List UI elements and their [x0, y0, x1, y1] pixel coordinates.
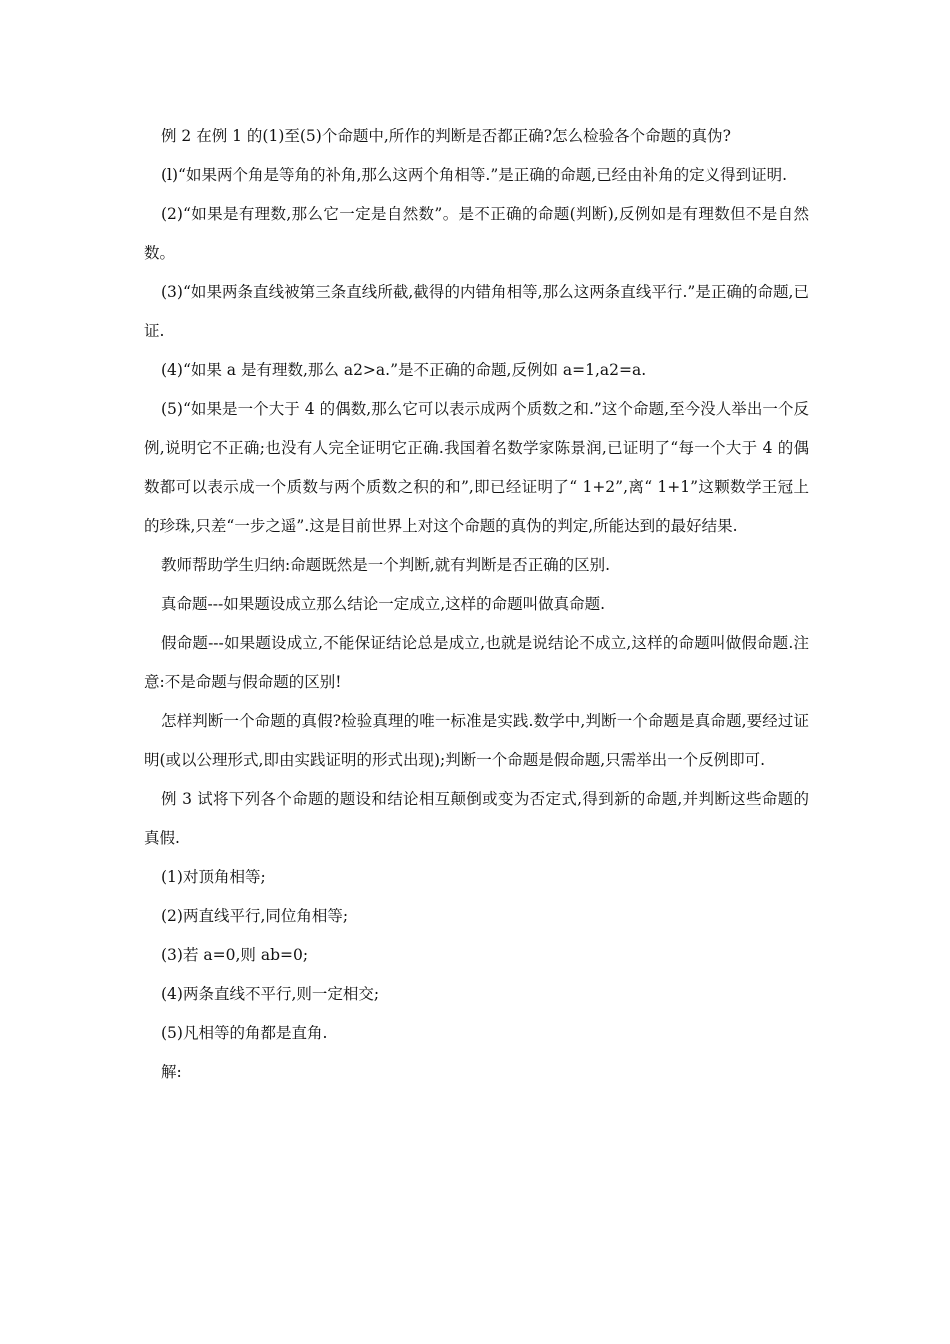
paragraph-example-2: 例 2 在例 1 的(1)至(5)个命题中,所作的判断是否都正确?怎么检验各个命题的真伪?: [161, 127, 731, 145]
paragraph-ex3-item-5: (5)凡相等的角都是直角.: [161, 1024, 328, 1042]
paragraph-false-proposition: 假命题---如果题设成立,不能保证结论总是成立,也就是说结论不成立,这样的命题叫做假命题.注意:不是命题与假命题的区别!: [144, 634, 809, 691]
paragraph-item-3: (3)“如果两条直线被第三条直线所截,截得的内错角相等,那么这两条直线平行.”是正确的命题,已证.: [144, 283, 809, 340]
paragraph-solution: 解:: [161, 1063, 182, 1081]
paragraph-item-1: (l)“如果两个角是等角的补角,那么这两个角相等.”是正确的命题,已经由补角的定义得到证明.: [161, 166, 788, 184]
paragraph-item-4: (4)“如果 a 是有理数,那么 a2>a.”是不正确的命题,反例如 a=1,a2=a.: [161, 361, 647, 379]
paragraph-summary: 教师帮助学生归纳:命题既然是一个判断,就有判断是否正确的区别.: [161, 556, 611, 574]
document-body: [144, 117, 809, 1092]
paragraph-item-2: (2)“如果是有理数,那么它一定是自然数”。是不正确的命题(判断),反例如是有理数但不是自然数。: [144, 205, 809, 262]
paragraph-ex3-item-2: (2)两直线平行,同位角相等;: [161, 907, 349, 925]
paragraph-ex3-item-4: (4)两条直线不平行,则一定相交;: [161, 985, 380, 1003]
paragraph-example-3: 例 3 试将下列各个命题的题设和结论相互颠倒或变为否定式,得到新的命题,并判断这些命题的真假.: [144, 790, 809, 847]
paragraph-how-to-judge: 怎样判断一个命题的真假?检验真理的唯一标准是实践.数学中,判断一个命题是真命题,要经过证明(或以公理形式,即由实践证明的形式出现);判断一个命题是假命题,只需举出一个反例即可.: [144, 712, 809, 769]
paragraph-item-5: (5)“如果是一个大于 4 的偶数,那么它可以表示成两个质数之和.”这个命题,至今没人举出一个反例,说明它不正确;也没有人完全证明它正确.我国着名数学家陈景润,已证明了“每一个大于 4 的偶数都可以表示成一个质数与两个质数之积的和”,即已经证明了“ 1+2”,离“ 1+1”这颗数学王冠上的珍珠,只差“一步之遥”.这是目前世界上对这个命题的真伪的判定,所能达到的最好结果.: [144, 400, 809, 535]
paragraph-ex3-item-3: (3)若 a=0,则 ab=0;: [161, 946, 309, 964]
paragraph-true-proposition: 真命题---如果题设成立那么结论一定成立,这样的命题叫做真命题.: [161, 595, 606, 613]
paragraph-ex3-item-1: (1)对顶角相等;: [161, 868, 266, 886]
